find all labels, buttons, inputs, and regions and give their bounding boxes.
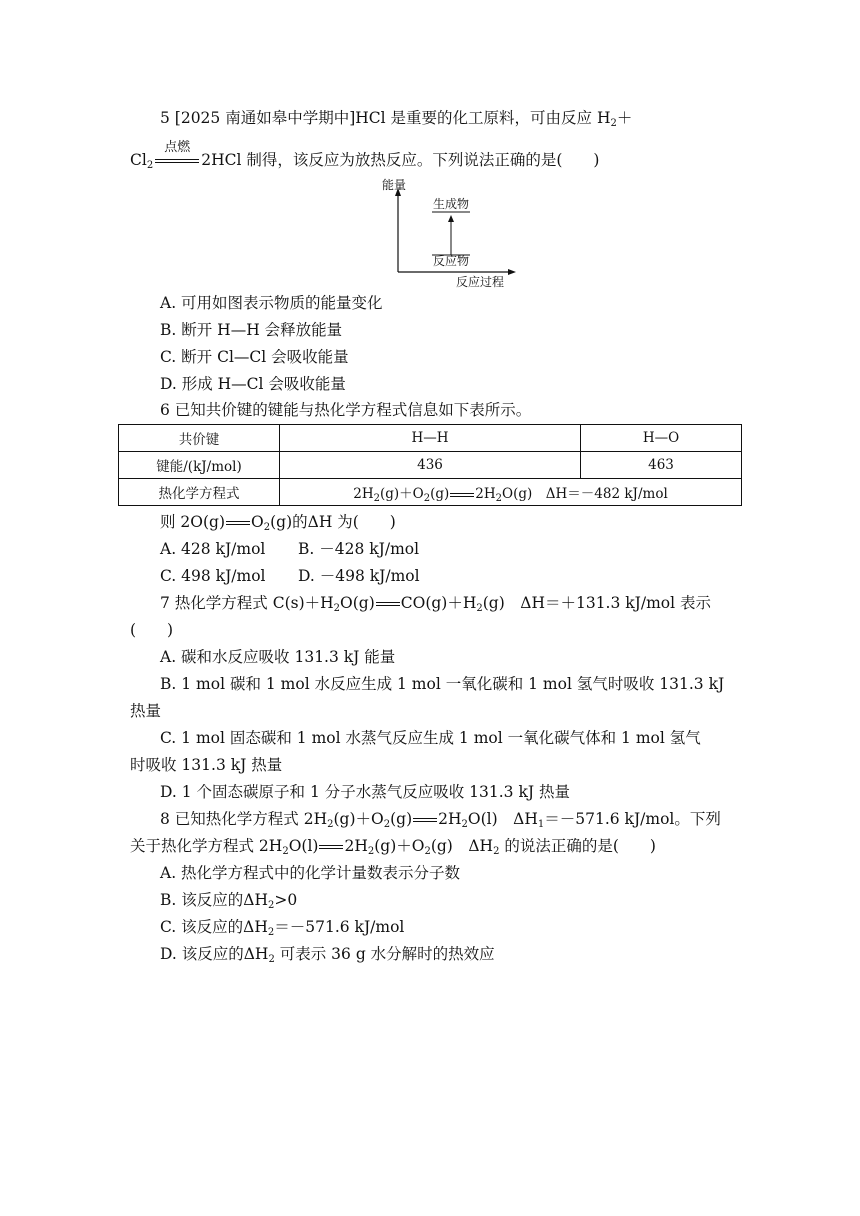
q7-option-d: D. 1 个固态碳原子和 1 分子水蒸气反应吸收 131.3 kJ 热量 xyxy=(160,783,570,801)
q8-option-d: D. 该反应的$\Delta H_2$ 可表示 36 g 水分解时的热效应 xyxy=(160,945,495,965)
q7-option-c: C. 1 mol 固态碳和 1 mol 水蒸气反应生成 1 mol 一氧化碳气体和 1 mol 氢气 xyxy=(160,729,701,747)
stem-part: 关于热化学方程式 2H xyxy=(130,837,283,855)
q6-stem: 6 已知共价键的键能与热化学方程式信息如下表所示。 xyxy=(160,401,532,419)
q6-option-c: C. 498 kJ/mol xyxy=(160,567,266,585)
eq-part: O(g) ΔH＝－482 kJ/mol xyxy=(502,486,668,502)
q5-text-a: 5 [2025 南通如皋中学期中]HCl 是重要的化工原料，可由反应 H xyxy=(160,109,611,127)
stem-part: 的说法正确的是( ) xyxy=(499,837,656,855)
q7-stem: 7 热化学方程式 $C(s)+H_2O(g)$ $CO(g)+H_2(g)$ ΔH＝＋131.3 kJ/mol 表示 xyxy=(160,594,712,614)
table-row xyxy=(119,452,742,479)
bond-energy-table xyxy=(118,424,742,506)
table-cell: 键能/(kJ/mol) xyxy=(119,452,280,479)
table-cell: H—H xyxy=(280,425,581,452)
q5-stem-line1 xyxy=(160,108,632,128)
energy-diagram xyxy=(378,176,518,289)
x-axis-arrowhead xyxy=(508,269,516,275)
ask-part: (g)的ΔH 为( ) xyxy=(270,513,396,531)
table-cell: 共价键 xyxy=(119,425,280,452)
stem-part: 7 热化学方程式 C(s)＋H xyxy=(160,594,334,612)
arrow-label: 点燃 xyxy=(164,140,191,155)
q5-option-a: A. 可用如图表示物质的能量变化 xyxy=(160,294,383,312)
stem-part: (g)＋O xyxy=(374,837,425,855)
table-cell: 热化学方程式 xyxy=(119,479,280,506)
table-cell-equation: $2H_2(g)+O_2(g)$ $2H_2O(g)$ ΔH＝－482 kJ/mol xyxy=(280,479,742,506)
q6-option-d: D. －498 kJ/mol xyxy=(298,567,420,585)
opt-part: ＝－571.6 kJ/mol xyxy=(274,918,405,936)
subscript: 2 xyxy=(610,118,617,129)
q7-option-b: B. 1 mol 碳和 1 mol 水反应生成 1 mol 一氧化碳和 1 mol 氢气时吸收 131.3 kJ xyxy=(160,675,725,693)
equals-sign xyxy=(318,841,344,853)
q8-option-a: A. 热化学方程式中的化学计量数表示分子数 xyxy=(160,864,461,882)
product-label: 生成物 xyxy=(433,197,470,211)
stem-part: 2H xyxy=(344,837,368,855)
q8-stem-line2: 关于热化学方程式 $2H_2O(l)$ $2H_2(g)+O_2(g)$ $\Delta H_2$ 的说法正确的是( ) xyxy=(130,837,656,857)
eq-part: 2H xyxy=(353,486,374,502)
eq-part: 2H xyxy=(475,486,496,502)
x-axis-label: 反应过程 xyxy=(456,275,505,289)
q7-option-b-cont: 热量 xyxy=(130,702,162,720)
q7-option-c-cont: 时吸收 131.3 kJ 热量 xyxy=(130,756,283,774)
stem-part: O(l) ΔH xyxy=(467,810,538,828)
stem-part: O(g) xyxy=(340,594,375,612)
equals-sign xyxy=(412,814,438,826)
equals-sign xyxy=(225,517,251,529)
stem-part: ＝－571.6 kJ/mol。下列 xyxy=(544,810,721,828)
stem-part: (g)＋O xyxy=(333,810,384,828)
table-row xyxy=(119,425,742,452)
table-cell: H—O xyxy=(581,425,742,452)
ignition-arrow xyxy=(153,140,201,168)
q7-stem-line2: ( ) xyxy=(130,621,174,639)
table-cell: 463 xyxy=(581,452,742,479)
q8-option-b: B. 该反应的$\Delta H_2>0$ xyxy=(160,891,298,911)
ask-part: O xyxy=(251,513,264,531)
subscript: 2 xyxy=(146,160,154,171)
q5-option-c: C. 断开 Cl—Cl 会吸收能量 xyxy=(160,348,349,366)
q7-option-a: A. 碳和水反应吸收 131.3 kJ 能量 xyxy=(160,648,396,666)
equals-sign xyxy=(449,489,475,501)
eq-part: (g)＋O xyxy=(379,486,424,502)
stem-part: O(l) xyxy=(288,837,319,855)
q5-text-d: 2HCl 制得，该反应为放热反应。下列说法正确的是( ) xyxy=(201,151,600,169)
q5-text-b: ＋ xyxy=(616,109,633,127)
opt-part: B. 该反应的ΔH xyxy=(160,891,268,909)
stem-part: (g) ΔH xyxy=(430,837,494,855)
table-cell: 436 xyxy=(280,452,581,479)
q6-option-a: A. 428 kJ/mol xyxy=(160,540,266,558)
q8-option-c: C. 该反应的$\Delta H_2=-571.6$ kJ/mol xyxy=(160,918,405,938)
stem-part: (g) ΔH＝＋131.3 kJ/mol 表示 xyxy=(482,594,712,612)
y-axis-label: 能量 xyxy=(382,178,407,192)
stem-part: 2H xyxy=(438,810,462,828)
energy-arrowhead xyxy=(448,215,454,222)
q8-stem-line1: 8 已知热化学方程式 $2H_2(g)+O_2(g)$ $2H_2O(l)$ $\Delta H_1=-571.6$ kJ/mol。下列 xyxy=(160,810,721,830)
eq-part: (g) xyxy=(430,486,450,502)
q5-text-c: Cl xyxy=(130,151,147,169)
opt-part: C. 该反应的ΔH xyxy=(160,918,268,936)
reactant-label: 反应物 xyxy=(433,254,470,268)
stem-part: CO(g)＋H xyxy=(400,594,477,612)
opt-part: D. 该反应的ΔH xyxy=(160,945,269,963)
opt-part: 可表示 36 g 水分解时的热效应 xyxy=(274,945,495,963)
q5-option-b: B. 断开 H—H 会释放能量 xyxy=(160,321,343,339)
stem-part: (g) xyxy=(390,810,413,828)
q6-option-b: B. －428 kJ/mol xyxy=(298,540,420,558)
ask-part: 则 2O(g) xyxy=(160,513,226,531)
table-row xyxy=(119,479,742,506)
q5-stem-line2 xyxy=(130,140,600,171)
opt-part: >0 xyxy=(274,891,298,909)
stem-part: 8 已知热化学方程式 2H xyxy=(160,810,328,828)
equals-sign xyxy=(375,598,401,610)
q6-ask: 则 2O(g) $O_2(g)$的ΔH 为( ) xyxy=(160,513,396,533)
q5-option-d: D. 形成 H—Cl 会吸收能量 xyxy=(160,375,346,393)
